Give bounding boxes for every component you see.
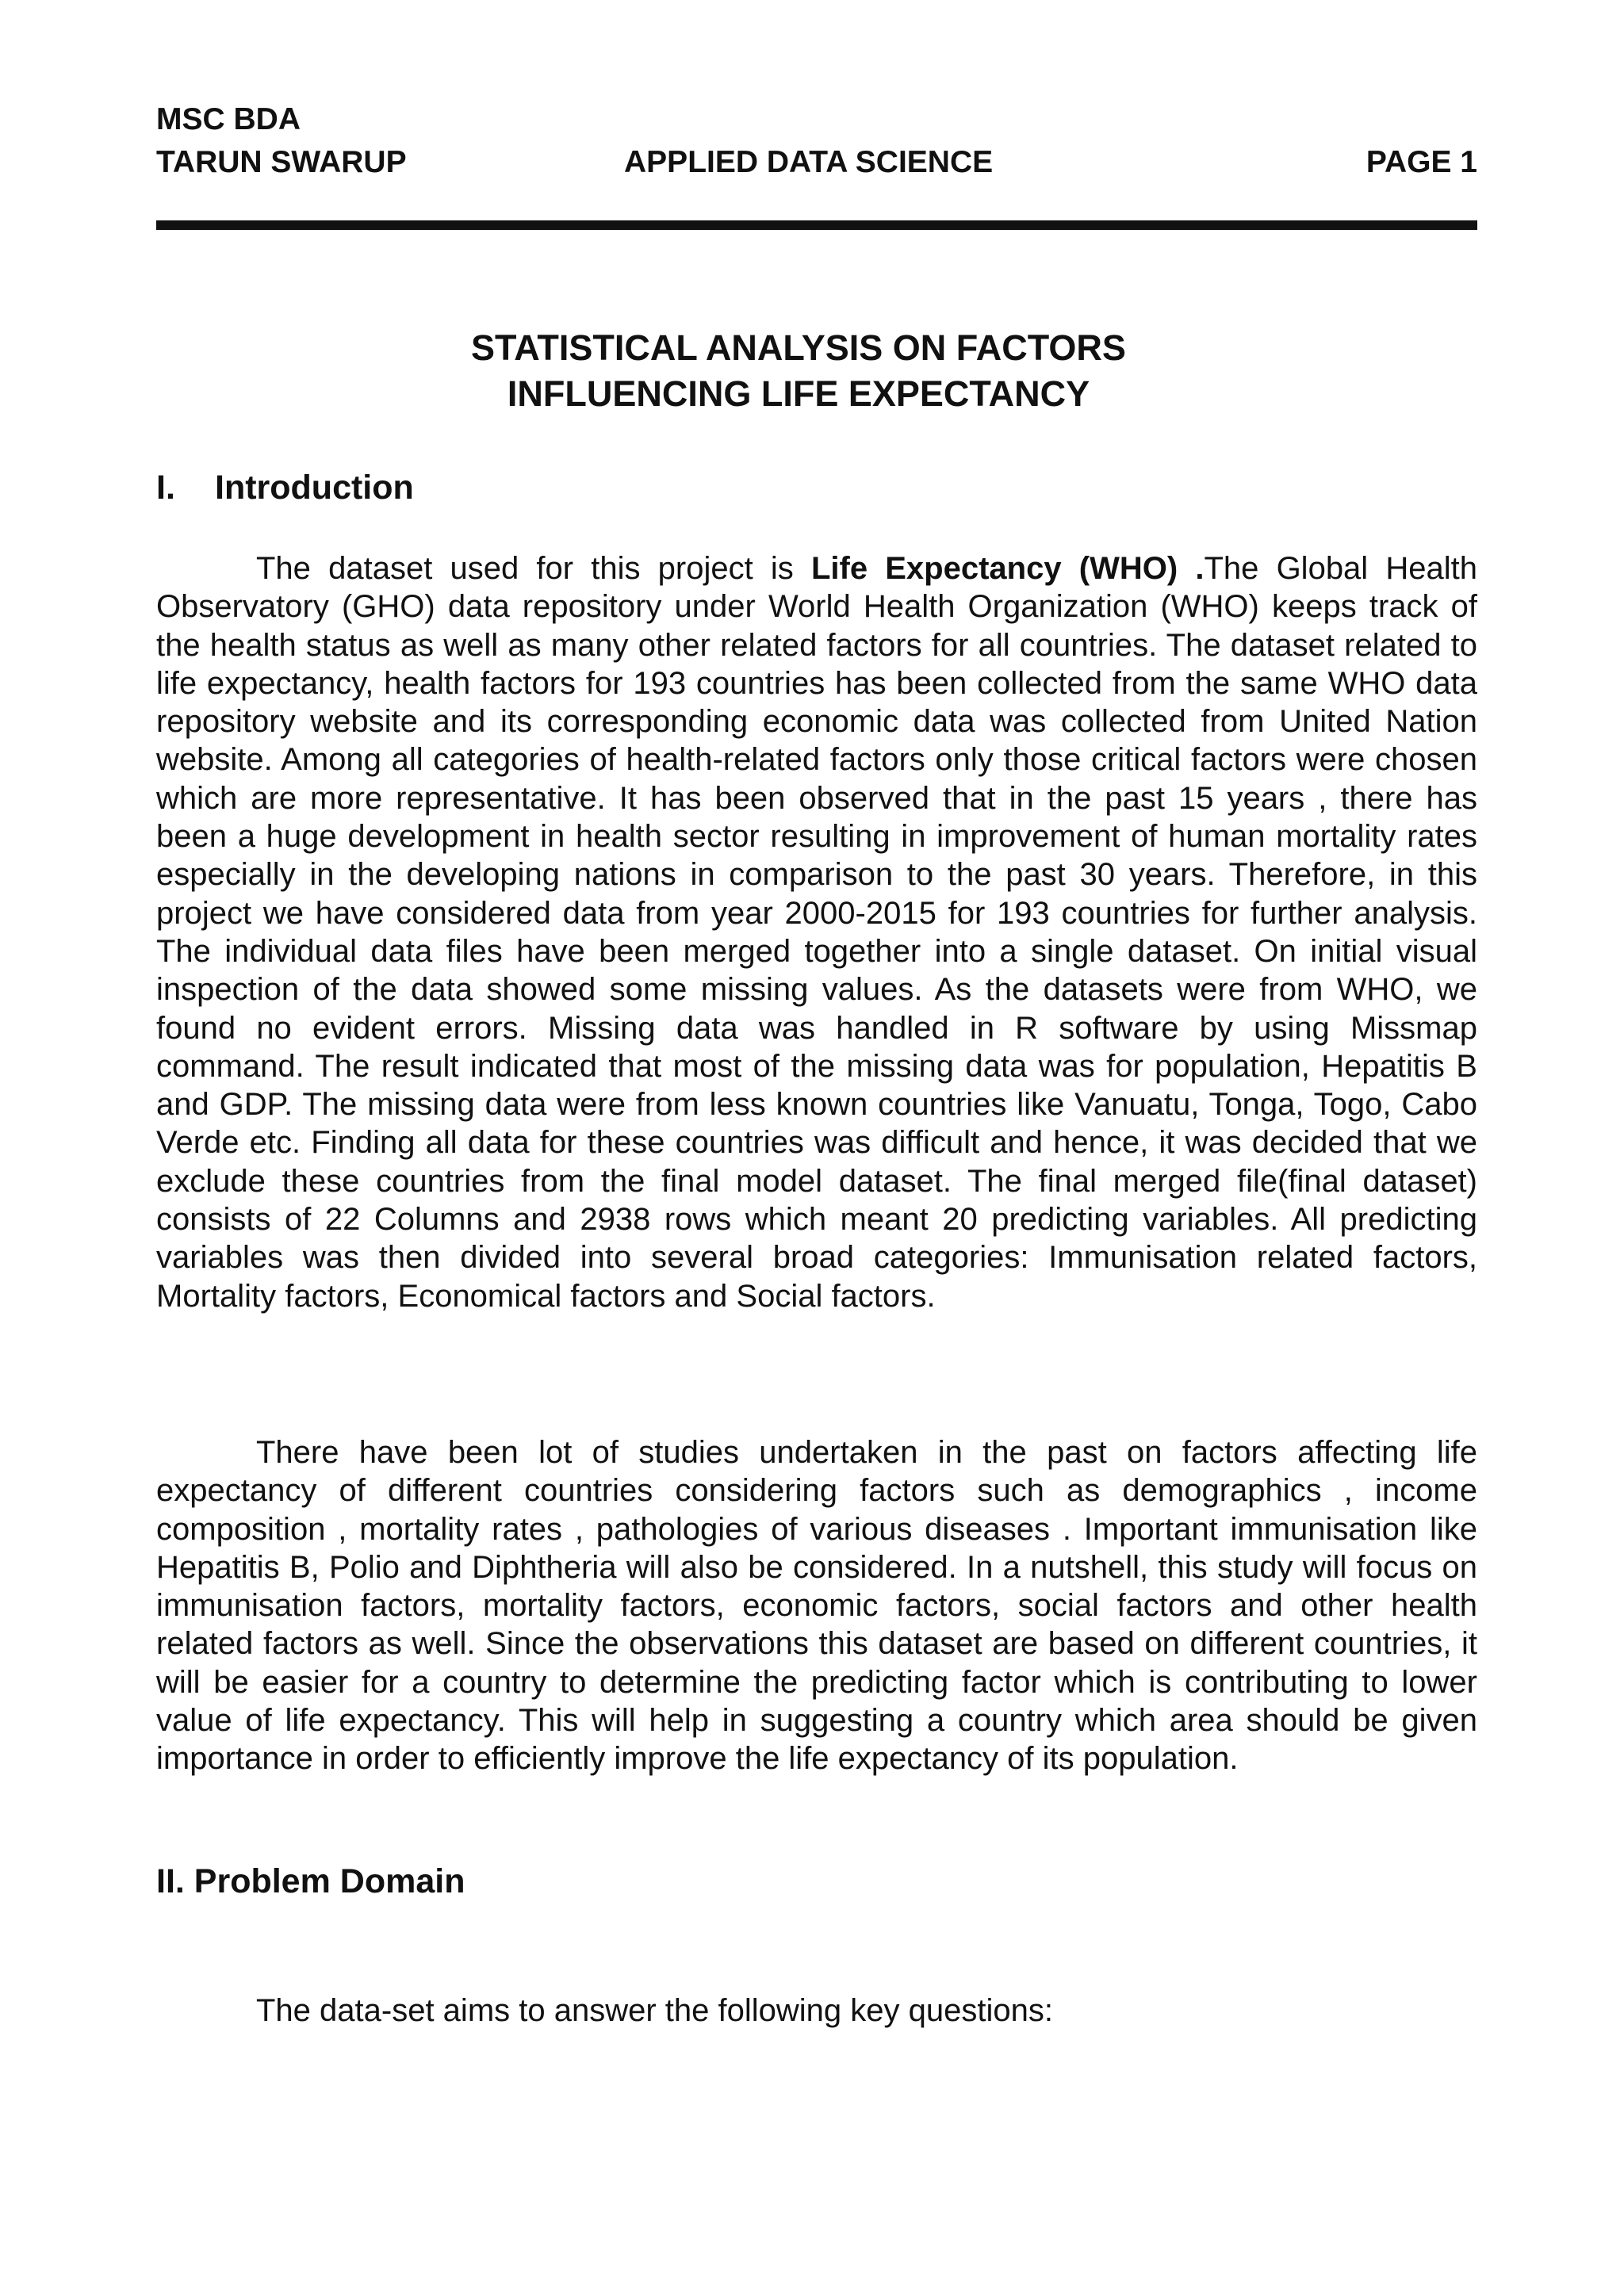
page-header xyxy=(156,98,1477,186)
section-number: I. xyxy=(156,469,175,507)
header-program: MSC BDA xyxy=(156,102,301,136)
dataset-name: Life Expectancy (WHO) . xyxy=(810,551,1205,586)
document-title xyxy=(156,325,1441,417)
introduction-paragraph-1 xyxy=(156,549,1477,1315)
header-course: APPLIED DATA SCIENCE xyxy=(624,145,994,179)
header-author: TARUN SWARUP xyxy=(156,145,407,179)
problem-domain-paragraph: The data-set aims to answer the following key questions: xyxy=(256,1993,1053,2028)
header-left xyxy=(156,98,407,184)
document-title-line-2: INFLUENCING LIFE EXPECTANCY xyxy=(507,373,1090,414)
section-title: Introduction xyxy=(215,469,414,507)
paragraph-text: The dataset used for this project is xyxy=(256,551,811,586)
header-divider xyxy=(156,220,1477,230)
section-heading-introduction xyxy=(156,465,414,510)
paragraph-text: The Global Health Observatory (GHO) data repository under World Health Organization (WHO) keeps track of the health status as well as many other related factors for all countries. The dataset related to life expectancy, health factors for 193 countries has been collected from the same WHO data repository website and its corresponding economic data was collected from United Nation website. Among all categories of health-related factors only those critical factors were chosen which are more representative. It has been observed that in the past 15 years , there has been a huge development in health sector resulting in improvement of human mortality rates especially in the developing nations in comparison to the past 30 years. Therefore, in this project we have considered data from year 2000-2015 for 193 countries for further analysis. The individual data files have been merged together into a single dataset. On initial visual inspection of the data showed some missing values. As the datasets were from WHO, we found no evident errors. Missing data was handled in R software by using Missmap command. The result indicated that most of the missing data was for population, Hepatitis B and GDP. The missing data were from less known countries like Vanuatu, Tonga, Togo, Cabo Verde etc. Finding all data for these countries was difficult and hence, it was decided that we exclude these countries from the final model dataset. The final merged file(final dataset) consists of 22 Columns and 2938 rows which meant 20 predicting variables. All predicting variables was then divided into several broad categories: Immunisation related factors, Mortality factors, Economical factors and Social factors. xyxy=(156,551,1477,1314)
section-heading-problem-domain: II. Problem Domain xyxy=(156,1862,465,1900)
header-page-number: PAGE 1 xyxy=(1365,145,1477,179)
introduction-paragraph-2: There have been lot of studies undertaken in the past on factors affecting life expectancy of different countries considering factors such as demographics , income composition , mortality rates , pathologies of various diseases . Important immunisation like Hepatitis B, Polio and Diphtheria will also be considered. In a nutshell, this study will focus on immunisation factors, mortality factors, economic factors, social factors and other health related factors as well. Since the observations this dataset are based on different countries, it will be easier for a country to determine the predicting factor which is contributing to lower value of life expectancy. This will help in suggesting a country which area should be given importance in order to efficiently improve the life expectancy of its population. xyxy=(156,1435,1477,1777)
document-title-line-1: STATISTICAL ANALYSIS ON FACTORS xyxy=(471,327,1126,368)
